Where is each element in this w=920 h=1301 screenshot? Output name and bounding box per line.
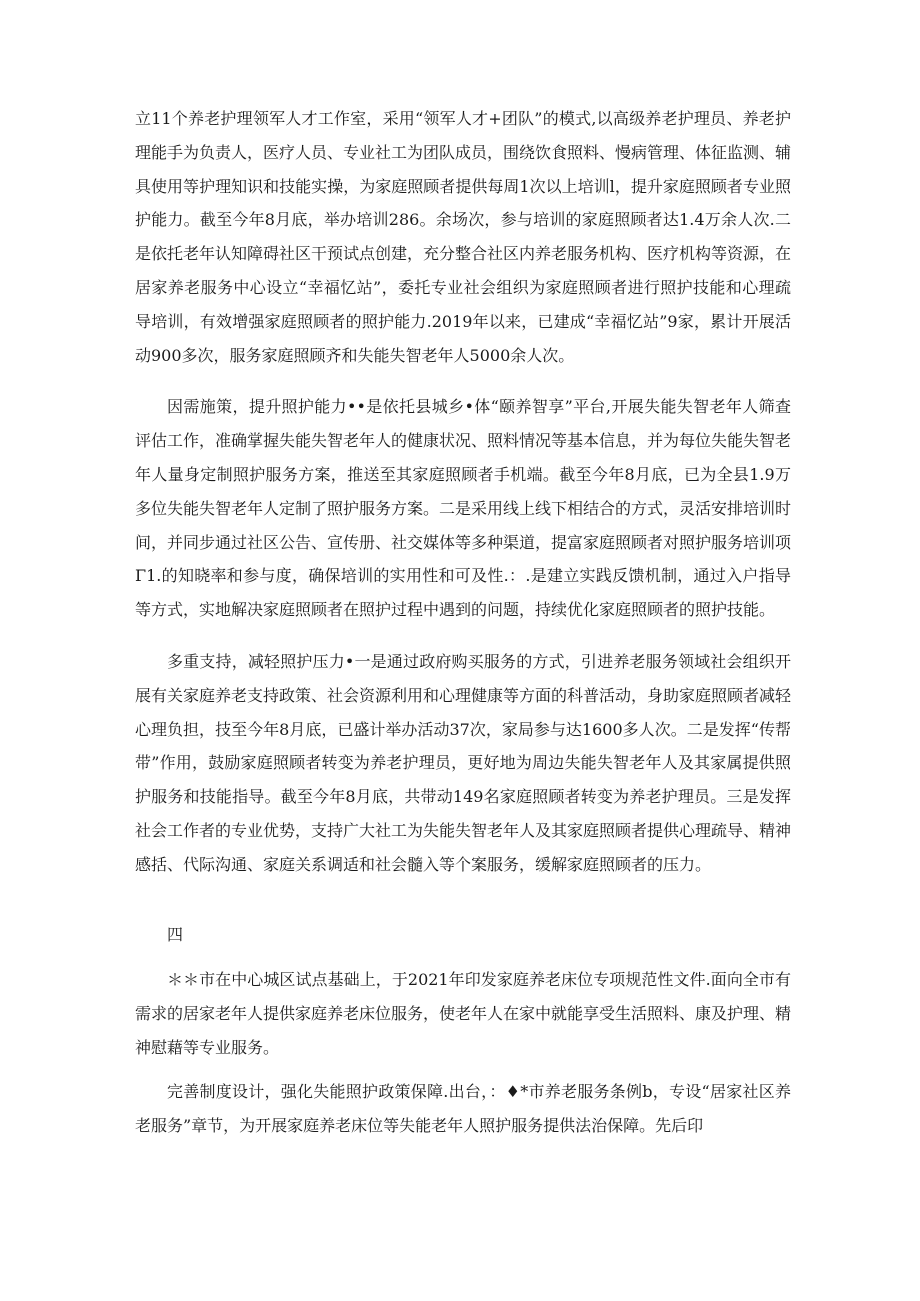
paragraph-1: 立11个养老护理领军人才工作室，采用“领军人才+团队”的模式,以高级养老护理员、养老护理能手为负责人，医疗人员、专业社工为团队成员，围绕饮食照料、慢病管理、体征监测、辅具使用等护理知识和技能实操，为家庭照顾者提供每周1次以上培训l，提升家庭照顾者专业照护能力。截至今年8月底，举办培训286。余场次，参与培训的家庭照顾者达1.4万余人次.二是依托老年认知障碍社区干预试点创建，充分整合社区内养老服务机构、医疗机构等资源，在居家养老服务中心设立“幸福忆站”，委托专业社会组织为家庭照顾者进行照护技能和心理疏导培训，有效增强家庭照顾者的照护能力.2019年以来，已建成“幸福忆站”9家，累计开展活动900多次，服务家庭照顾齐和失能失智老年人5000余人次。 (135, 109, 792, 365)
paragraph-3: 多重支持，减轻照护压力•一是通过政府购买服务的方式，引进养老服务领域社会组织开展有关家庭养老支持政策、社会资源利用和心理健康等方面的科普活动，身助家庭照顾者减轻心理负担，技至今年8月底，已盛计举办活动37次，家局参与达1600多人次。二是发挥“传帮带”作用，鼓励家庭照顾者转变为养老护理员，更好地为周边失能失智老年人及其家属提供照护服务和技能指导。截至今年8月底，共带动149名家庭照顾者转变为养老护理员。三是发挥社会工作者的专业优势，支持广大社工为失能失智老年人及其家庭照顾者提供心理疏导、精神感括、代际沟通、家庭关系调适和社会髓入等个案服务，缓解家庭照顾者的压力。 (135, 651, 792, 874)
paragraph-5: 完善制度设计，强化失能照护政策保障.出台，：♦*市养老服务条例b，专设“居家社区养老服务”章节，为开展家庭养老床位等失能老年人照护服务提供法治保障。先后印 (135, 1081, 791, 1135)
paragraph-4: ＊＊市在中心城区试点基础上，于2021年印发家庭养老床位专项规范性文件.面向全市有需求的居家老年人提供家庭养老床位服务，使老年人在家中就能享受生活照料、康及护理、精神慰藉等专业服务。 (135, 970, 792, 1057)
document-page (135, 102, 791, 1142)
paragraph-2: 因需施策，提升照护能力••是依托县城乡•体“颐养智享”平台,开展失能失智老年人筛查评估工作，准确掌握失能失智老年人的健康状况、照料情况等基本信息，并为每位失能失智老年人量身定制照护服务方案，推送至其家庭照顾者手机端。截至今年8月底，已为全县1.9万多位失能失智老年人定制了照护服务方案。二是采用线上线下相结合的方式，灵活安排培训时间，并同步通过社区公告、宣传册、社交媒体等多种渠道，提富家庭照顾者对照护服务培训项Γ1.的知晓率和参与度，确保培训的实用性和可及性.：.是建立实践反馈机制，通过入户指导等方式，实地解决家庭照顾者在照护过程中遇到的问题，持续优化家庭照顾者的照护技能。 (135, 397, 792, 620)
section-number: 四 (167, 924, 184, 944)
